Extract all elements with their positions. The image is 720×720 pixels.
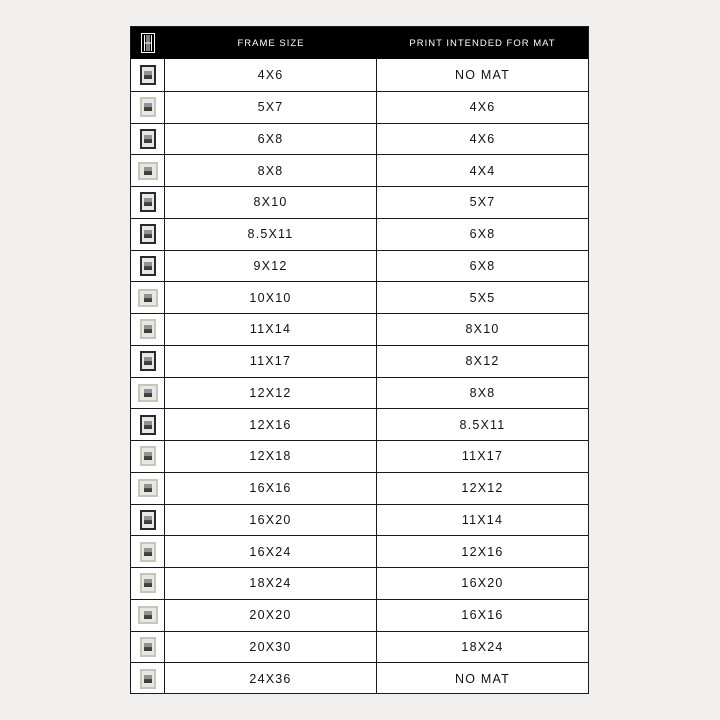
frame-photo-icon <box>140 192 156 212</box>
frame-photo-icon <box>140 446 156 466</box>
frame-size-cell: 18X24 <box>165 568 377 599</box>
table-row <box>131 472 588 504</box>
frame-size-cell: 12X12 <box>165 378 377 409</box>
frame-photo-icon <box>138 479 158 497</box>
frame-size-cell: 11X14 <box>165 314 377 345</box>
frame-size-cell: 12X16 <box>165 409 377 440</box>
frame-photo-icon <box>140 669 156 689</box>
frame-size-cell: 10X10 <box>165 282 377 313</box>
frame-thumbnail <box>131 536 165 567</box>
frame-photo-icon <box>140 224 156 244</box>
table-row <box>131 123 588 155</box>
frame-photo-icon <box>140 65 156 85</box>
table-row <box>131 186 588 218</box>
table-row <box>131 504 588 536</box>
frame-size-cell: 8X10 <box>165 187 377 218</box>
frame-photo-icon <box>140 542 156 562</box>
frame-photo-icon <box>138 606 158 624</box>
frame-size-cell: 12X18 <box>165 441 377 472</box>
table-row <box>131 408 588 440</box>
frame-size-cell: 20X30 <box>165 632 377 663</box>
table-row <box>131 567 588 599</box>
print-size-cell: 8X12 <box>465 354 500 369</box>
frame-thumbnail <box>131 124 165 155</box>
table-row <box>131 631 588 663</box>
print-size-cell: 5X7 <box>469 195 496 210</box>
frame-thumbnail <box>131 378 165 409</box>
print-size-cell: 4X4 <box>469 163 496 178</box>
frame-photo-icon <box>140 573 156 593</box>
frame-thumbnail <box>131 282 165 313</box>
frame-size-cell: 16X24 <box>165 536 377 567</box>
print-size-cell: 12X12 <box>461 481 504 496</box>
frame-thumbnail <box>131 59 165 91</box>
frame-size-cell: 6X8 <box>165 124 377 155</box>
print-size-cell: NO MAT <box>455 671 510 686</box>
frame-thumbnail <box>131 473 165 504</box>
frame-thumbnail <box>131 409 165 440</box>
print-size-cell: 8X8 <box>469 385 496 400</box>
frame-photo-icon <box>140 256 156 276</box>
frame-photo-icon <box>140 97 156 117</box>
table-body <box>131 59 588 694</box>
print-size-cell: 8.5X11 <box>459 417 506 432</box>
table-row <box>131 377 588 409</box>
print-size-cell: 18X24 <box>461 639 504 654</box>
print-size-cell: 6X8 <box>469 227 496 242</box>
print-size-cell: 8X10 <box>465 322 500 337</box>
table-row <box>131 345 588 377</box>
column-header-frame-size: FRAME SIZE <box>237 37 305 49</box>
frame-size-cell: 16X20 <box>165 505 377 536</box>
column-header-print-size: PRINT INTENDED FOR MAT <box>409 37 556 49</box>
frame-thumbnail <box>131 663 165 694</box>
frame-thumbnail <box>131 187 165 218</box>
print-size-cell: 11X14 <box>461 512 504 527</box>
print-size-cell: 16X20 <box>461 576 504 591</box>
frame-photo-icon <box>140 415 156 435</box>
frame-photo-icon <box>140 510 156 530</box>
table-row <box>131 218 588 250</box>
table-row <box>131 440 588 472</box>
frame-thumbnail <box>131 505 165 536</box>
frame-size-cell: 4X6 <box>165 59 377 91</box>
table-header <box>131 27 588 59</box>
frame-size-cell: 11X17 <box>165 346 377 377</box>
frame-size-cell: 8X8 <box>165 155 377 186</box>
print-size-cell: 4X6 <box>469 131 496 146</box>
table-row <box>131 154 588 186</box>
print-size-cell: NO MAT <box>455 67 510 82</box>
frame-thumbnail <box>131 155 165 186</box>
table-row <box>131 599 588 631</box>
frame-thumbnail <box>131 600 165 631</box>
print-size-cell: 5X5 <box>469 290 496 305</box>
frame-thumbnail <box>131 346 165 377</box>
frame-thumbnail <box>131 568 165 599</box>
table-row <box>131 281 588 313</box>
frame-photo-icon <box>140 637 156 657</box>
brand-logo <box>131 27 165 59</box>
print-size-cell: 16X16 <box>461 608 504 623</box>
table-row <box>131 250 588 282</box>
table-row <box>131 535 588 567</box>
frame-thumbnail <box>131 92 165 123</box>
table-row <box>131 313 588 345</box>
frame-size-cell: 5X7 <box>165 92 377 123</box>
frame-size-cell: 16X16 <box>165 473 377 504</box>
frame-size-cell: 20X20 <box>165 600 377 631</box>
frame-size-cell: 8.5X11 <box>165 219 377 250</box>
frame-size-cell: 9X12 <box>165 251 377 282</box>
table-row <box>131 59 588 91</box>
frame-photo-icon <box>140 319 156 339</box>
monogram-logo-icon <box>141 33 155 53</box>
size-chart-table <box>130 26 589 694</box>
frame-photo-icon <box>138 162 158 180</box>
print-size-cell: 11X17 <box>461 449 504 464</box>
frame-photo-icon <box>138 384 158 402</box>
frame-photo-icon <box>140 351 156 371</box>
frame-thumbnail <box>131 251 165 282</box>
frame-photo-icon <box>138 289 158 307</box>
print-size-cell: 6X8 <box>469 258 496 273</box>
frame-thumbnail <box>131 632 165 663</box>
frame-size-cell: 24X36 <box>165 663 377 694</box>
frame-thumbnail <box>131 314 165 345</box>
print-size-cell: 12X16 <box>461 544 504 559</box>
print-size-cell: 4X6 <box>469 100 496 115</box>
table-row <box>131 91 588 123</box>
frame-thumbnail <box>131 441 165 472</box>
frame-thumbnail <box>131 219 165 250</box>
table-row <box>131 662 588 694</box>
frame-photo-icon <box>140 129 156 149</box>
